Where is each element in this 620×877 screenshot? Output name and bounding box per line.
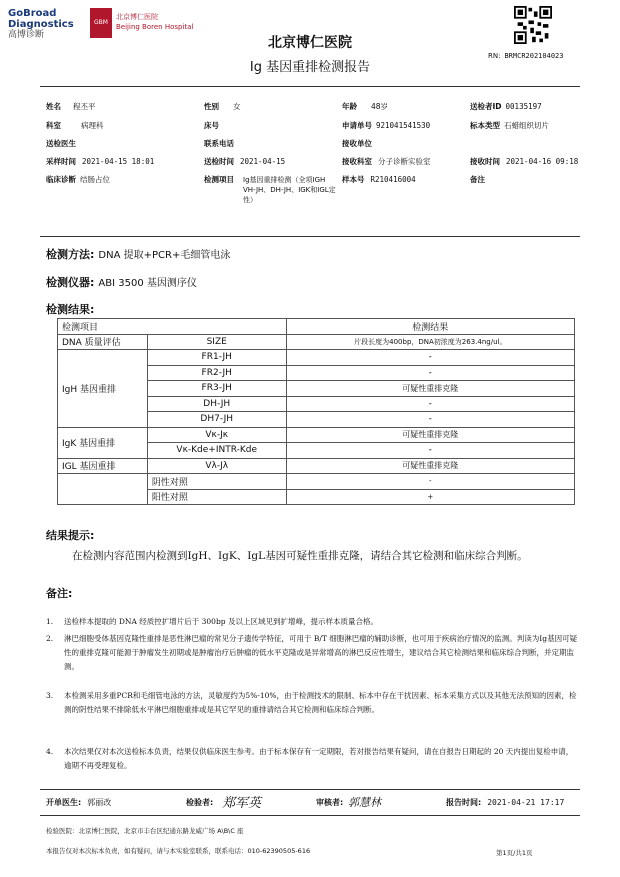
sex-value: 女 xyxy=(233,102,241,111)
recv-time: 2021-04-16 09:18 xyxy=(506,157,579,166)
notes-heading: 备注: xyxy=(46,587,73,600)
note-item: 本次结果仅对本次送检标本负责，结果仅供临床医生参考。由于标本保存有一定期限，若对报告结果有疑问，请在自报告日期起的 20 天内提出复检申请，逾期不再受理复检。 xyxy=(64,747,574,770)
divider xyxy=(40,236,580,237)
method-line: 检测方法: DNA 提取+PCR+毛细管电泳 xyxy=(46,248,231,261)
age-field: 年龄 48岁 xyxy=(342,102,389,111)
note-item: 送检样本提取的 DNA 经质控扩增片后于 300bp 及以上区域见到扩增峰，提示样本质量合格。 xyxy=(64,617,378,626)
footer-address: 检验医院：北京博仁医院，北京市丰台区纪通东路龙威广场 A\B\C 座 xyxy=(46,827,244,835)
results-heading: 检测结果: xyxy=(46,303,95,316)
send-time: 2021-04-15 xyxy=(240,157,286,166)
method-value: DNA 提取+PCR+毛细管电泳 xyxy=(98,250,231,261)
instrument-value: ABI 3500 基因测序仪 xyxy=(98,278,197,289)
footer-contact: 本报告仅对本次标本负责，如有疑问，请与本实验室联系，联系电话：010-62390505-616 xyxy=(46,847,311,855)
table-row xyxy=(58,427,575,443)
neg-control: 阴性对照 xyxy=(147,474,286,490)
open-doctor: 郭丽改 xyxy=(87,798,112,807)
igk-result: - xyxy=(286,443,574,459)
dna-sub: SIZE xyxy=(147,334,286,350)
phone-field: 联系电话 xyxy=(204,139,234,148)
conclusion-text: 在检测内容范围内检测到IgH、IgK、IgL基因可疑性重排克隆，请结合其它检测和临床综合判断。 xyxy=(72,550,528,562)
gbm-en: Beijing Boren Hospital xyxy=(116,23,194,31)
igh-result: - xyxy=(286,412,574,428)
pos-control: 阳性对照 xyxy=(147,489,286,505)
sample-no: R210416004 xyxy=(370,175,416,184)
gbm-badge: GBM xyxy=(90,8,112,38)
divider xyxy=(40,815,580,816)
pos-result: + xyxy=(286,489,574,505)
recv-time-field: 接收时间 2021-04-16 09:18 xyxy=(470,157,579,166)
diag-field: 临床诊断 结肠占位 xyxy=(46,175,110,184)
note-num: 3. xyxy=(46,691,54,700)
igl-result: 可疑性重排克隆 xyxy=(286,458,574,474)
sample-type: 石蜡组织切片 xyxy=(504,121,549,130)
diagnosis: 结肠占位 xyxy=(80,175,110,184)
reviewer-field: 审核者: xyxy=(316,798,344,807)
doctor-field: 送检医生 xyxy=(46,139,76,148)
igh-sub: FR1-JH xyxy=(147,350,286,366)
igh-sub: FR3-JH xyxy=(147,381,286,397)
reviewer-signature: 郭慧林 xyxy=(348,796,381,809)
results-table xyxy=(57,318,575,505)
igl-group: IGL 基因重排 xyxy=(58,458,148,474)
logo-en1: GoBroad xyxy=(8,8,57,19)
note-item: 淋巴细胞受体基因克隆性重排是恶性淋巴瘤的常见分子遗传学特征，可用于 B/T 细胞淋巴瘤的辅助诊断，也可用于疾病治疗情况的监测。判读为Ig基因可疑性的重排克隆可能源于肿瘤发生初期或是肿瘤治疗后肿瘤的低水平克隆或是异常增高的淋巴反应性增生，建议结合其它检测结果和临床综合判断，并定期监测。 xyxy=(64,634,578,671)
recv-dept: 分子诊断实验室 xyxy=(378,157,431,166)
note-num: 4. xyxy=(46,747,54,756)
igh-result: - xyxy=(286,365,574,381)
instrument-line: 检测仪器: ABI 3500 基因测序仪 xyxy=(46,276,197,289)
igk-sub: Vκ-Jκ xyxy=(147,427,286,443)
bed-field: 床号 xyxy=(204,121,219,130)
note-item: 本检测采用多重PCR和毛细管电泳的方法，灵敏度约为5%-10%，由于检测技术的限制、标本中存在干扰因素、标本采集方式以及其他无法预知的因素，检测的阴性结果不排除低水平淋巴细胞重排或是其它罕见的重排请结合其它检测和临床综合判断。 xyxy=(64,691,577,714)
send-time-field: 送检时间 2021-04-15 xyxy=(204,157,286,166)
apply-field: 申请单号 921041541530 xyxy=(342,121,431,130)
sample-no-field: 样本号 R210416004 xyxy=(342,175,416,184)
igl-sub: Vλ-Jλ xyxy=(147,458,286,474)
head-result: 检测结果 xyxy=(286,319,574,335)
table-row xyxy=(58,350,575,366)
page-number: 第1页/共1页 xyxy=(496,849,533,857)
qr-code-icon xyxy=(514,6,552,44)
note-num: 1. xyxy=(46,617,54,626)
igk-group: IgK 基因重排 xyxy=(58,427,148,458)
collect-time: 2021-04-15 18:01 xyxy=(82,157,155,166)
note-num: 2. xyxy=(46,634,54,643)
age-value: 48岁 xyxy=(371,102,389,111)
logo-en2: Diagnostics xyxy=(8,19,74,30)
igh-sub: FR2-JH xyxy=(147,365,286,381)
sex-field: 性别 女 xyxy=(204,102,241,111)
divider xyxy=(40,789,580,790)
table-row xyxy=(58,474,575,490)
checker-field: 检验者: xyxy=(186,798,214,807)
igh-result: - xyxy=(286,396,574,412)
item-label: 检测项目 xyxy=(204,175,234,184)
patient-name: 程丕平 xyxy=(73,102,96,111)
igh-sub: DH-JH xyxy=(147,396,286,412)
dna-group: DNA 质量评估 xyxy=(58,334,148,350)
gbm-cn: 北京博仁医院 xyxy=(116,13,158,21)
recv-unit-field: 接收单位 xyxy=(342,139,372,148)
report-title: Ig 基因重排检测报告 xyxy=(249,60,371,75)
dna-result: 片段长度为400bp，DNA初浓度为263.4ng/ul。 xyxy=(286,334,574,350)
neg-result: - xyxy=(286,474,574,490)
table-row xyxy=(58,334,575,350)
igk-sub: Vκ-Kde+INTR-Kde xyxy=(147,443,286,459)
igh-result: 可疑性重排克隆 xyxy=(286,381,574,397)
report-number xyxy=(488,52,563,60)
divider xyxy=(40,86,580,87)
rn-value: BRMCR202104023 xyxy=(504,52,564,60)
sender-id: 00135197 xyxy=(505,102,542,111)
collect-field: 采样时间 2021-04-15 18:01 xyxy=(46,157,155,166)
remark-field: 备注 xyxy=(470,175,485,184)
test-item: Ig基因重排检测（全项IGH VH-JH、DH-JH、IGK和IGL定性） xyxy=(243,176,336,204)
conclusion-heading: 结果提示: xyxy=(46,529,95,542)
report-date: 2021-04-21 17:17 xyxy=(487,798,565,807)
hospital-name: 北京博仁医院 xyxy=(268,35,352,51)
table-row xyxy=(58,319,575,335)
report-date-field: 报告时间: 2021-04-21 17:17 xyxy=(446,798,565,807)
open-doctor-field: 开单医生: 郭丽改 xyxy=(46,798,112,807)
logo-cn: 高博诊断 xyxy=(8,30,45,40)
patient-name-field: 姓名 程丕平 xyxy=(46,102,96,111)
igh-group: IgH 基因重排 xyxy=(58,350,148,428)
sample-type-field: 标本类型 石蜡组织切片 xyxy=(470,121,549,130)
igh-sub: DH7-JH xyxy=(147,412,286,428)
head-item: 检测项目 xyxy=(58,319,287,335)
igk-result: 可疑性重排克隆 xyxy=(286,427,574,443)
rn-label: RN: xyxy=(488,52,501,60)
dept-field: 科室 病理科 xyxy=(46,121,104,130)
apply-no: 921041541530 xyxy=(376,121,431,130)
dept-value: 病理科 xyxy=(81,121,104,130)
table-row xyxy=(58,489,575,505)
igh-result: - xyxy=(286,350,574,366)
sender-id-field: 送检者ID 00135197 xyxy=(470,102,542,111)
table-row xyxy=(58,458,575,474)
recv-dept-field: 接收科室 分子诊断实验室 xyxy=(342,157,431,166)
checker-signature: 郑军英 xyxy=(222,796,262,811)
